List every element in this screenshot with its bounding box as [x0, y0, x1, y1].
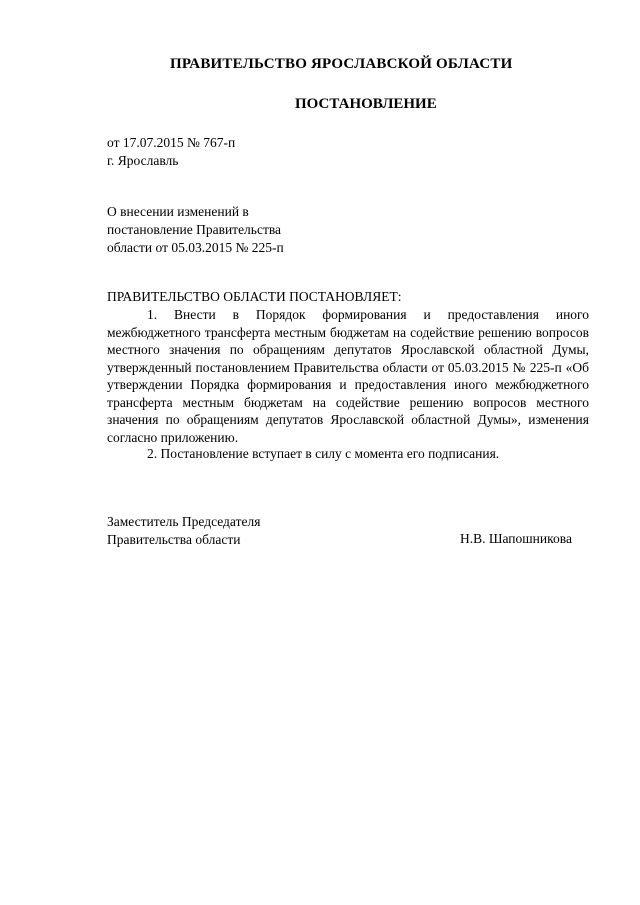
signatory-name: Н.В. Шапошникова [460, 531, 572, 546]
resolves-heading: ПРАВИТЕЛЬСТВО ОБЛАСТИ ПОСТАНОВЛЯЕТ: [107, 289, 402, 304]
subject-line: О внесении изменений в [107, 204, 249, 219]
signatory-role-line: Правительства области [107, 532, 241, 547]
document-date-number: от 17.07.2015 № 767-п [107, 135, 236, 150]
authority-title: ПРАВИТЕЛЬСТВО ЯРОСЛАВСКОЙ ОБЛАСТИ [170, 56, 513, 72]
subject-line: области от 05.03.2015 № 225-п [107, 240, 284, 255]
resolution-item-2: 2. Постановление вступает в силу с момента его подписания. [147, 446, 500, 461]
document-city: г. Ярославль [107, 153, 179, 168]
document-type-heading: ПОСТАНОВЛЕНИЕ [295, 96, 437, 112]
resolution-item-1: 1. Внести в Порядок формирования и предоставления иного межбюджетного трансферта местным бюджетам на содействие решению вопросов местного значения по обращениям депутатов Ярославской областной Думы, утвержденный постановлением Правительства области от 05.03.2015 № 225-п «Об утверждении Порядка формирования и предоставления иного межбюджетного трансферта местным бюджетам на содействие решению вопросов местного значения по обращениям депутатов Ярославской областной Думы», изменения согласно приложению. [107, 307, 589, 445]
signatory-role-line: Заместитель Председателя [107, 514, 261, 529]
subject-line: постановление Правительства [107, 222, 282, 237]
signatory-role [107, 513, 260, 549]
document-subject [107, 203, 284, 257]
